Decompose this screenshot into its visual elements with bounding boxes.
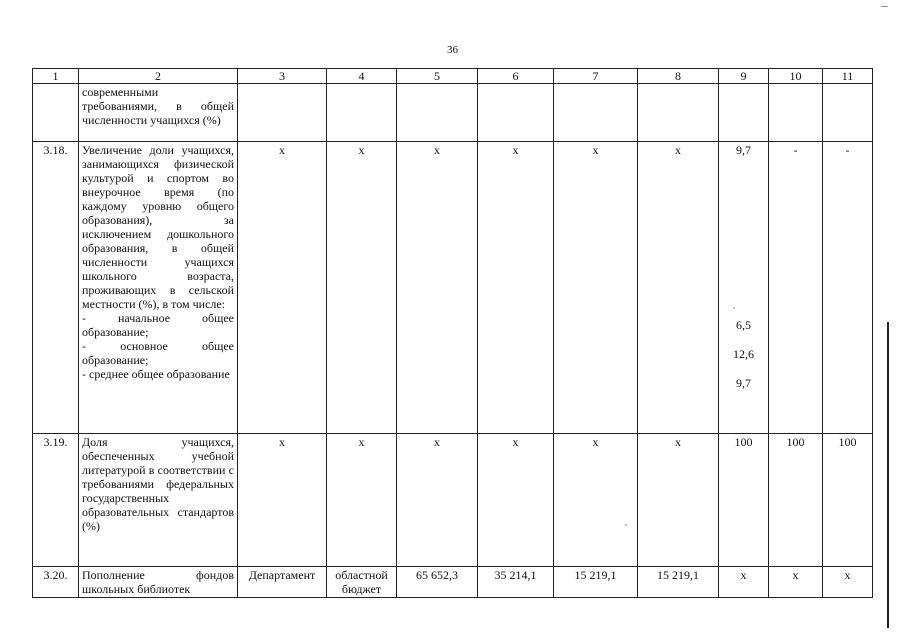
table-cell [554, 84, 638, 142]
table-cell: х [397, 434, 478, 567]
page-number: 36 [447, 44, 458, 56]
table-cell: 65 652,3 [397, 567, 478, 598]
row-number: 3.18. [33, 142, 79, 434]
table-cell [327, 84, 397, 142]
table-cell [638, 84, 719, 142]
table-cell: х [638, 142, 719, 434]
subitem-value: 9,7 [736, 376, 751, 390]
table-cell [238, 84, 327, 142]
table-cell: х [478, 142, 554, 434]
table-cell [769, 84, 823, 142]
table-header-row [33, 69, 873, 84]
indicators-table [32, 68, 873, 598]
col-header: 7 [554, 69, 638, 84]
col-header: 10 [769, 69, 823, 84]
subitem-value: 6,5 [736, 318, 751, 332]
table-cell: х [719, 567, 769, 598]
table-cell: х [823, 567, 873, 598]
table-row [33, 84, 873, 142]
indicator-text: Увеличение доли учащихся, занимающихся физической культурой и спортом во внеурочное время (по каждому уровню общего образования), за исключением дошкольного образования, в общей численности учащихся школьного возраста, проживающих в сельской местности (%), в том числе: [82, 143, 234, 311]
table-cell: х [554, 434, 638, 567]
subitem-text: - основное общее образование; [82, 339, 234, 367]
col9-cell [719, 142, 769, 434]
table-cell: х [554, 142, 638, 434]
table-cell: х [769, 567, 823, 598]
col-header: 2 [79, 69, 238, 84]
col-header: 3 [238, 69, 327, 84]
table-cell: 15 219,1 [554, 567, 638, 598]
col-header: 9 [719, 69, 769, 84]
binding-edge-line [887, 322, 889, 628]
row-number: 3.19. [33, 434, 79, 567]
table-cell: 100 [769, 434, 823, 567]
table-cell: х [238, 434, 327, 567]
col-header: 8 [638, 69, 719, 84]
indicator-text: современными требованиями, в общей численности учащихся (%) [79, 84, 238, 142]
table-cell: - [823, 142, 873, 434]
table-cell [719, 84, 769, 142]
table-row [33, 434, 873, 567]
subitem-text: - среднее общее образование [82, 367, 230, 381]
col-header: 5 [397, 69, 478, 84]
table-cell: х [478, 434, 554, 567]
table-cell [823, 84, 873, 142]
table-cell [397, 84, 478, 142]
table-cell: х [327, 142, 397, 434]
col-header: 6 [478, 69, 554, 84]
indicator-text-cell [79, 142, 238, 434]
row-number [33, 84, 79, 142]
table-cell: 15 219,1 [638, 567, 719, 598]
scan-mark [881, 6, 888, 7]
indicator-text: Доля учащихся, обеспеченных учебной литературой в соответствии с требованиями федеральных государственных образовательных стандартов (%) [79, 434, 238, 567]
table-cell: х [327, 434, 397, 567]
subitem-text: - начальное общее образование; [82, 311, 234, 339]
table-row [33, 142, 873, 434]
table-cell: - [769, 142, 823, 434]
table-cell [478, 84, 554, 142]
table-cell: 35 214,1 [478, 567, 554, 598]
col-header: 11 [823, 69, 873, 84]
col-header: 4 [327, 69, 397, 84]
indicator-text: Пополнение фондов школьных библиотек [79, 567, 238, 598]
table-cell: х [238, 142, 327, 434]
table-cell: областной бюджет [327, 567, 397, 598]
table-cell: 100 [823, 434, 873, 567]
col-header: 1 [33, 69, 79, 84]
table-cell: Департамент [238, 567, 327, 598]
table-cell: х [638, 434, 719, 567]
subitem-value: 12,6 [733, 347, 754, 361]
table-cell: 100 [719, 434, 769, 567]
row-number: 3.20. [33, 567, 79, 598]
table-row [33, 567, 873, 598]
table-cell: х [397, 142, 478, 434]
table-cell-value: 9,7 [736, 143, 751, 157]
